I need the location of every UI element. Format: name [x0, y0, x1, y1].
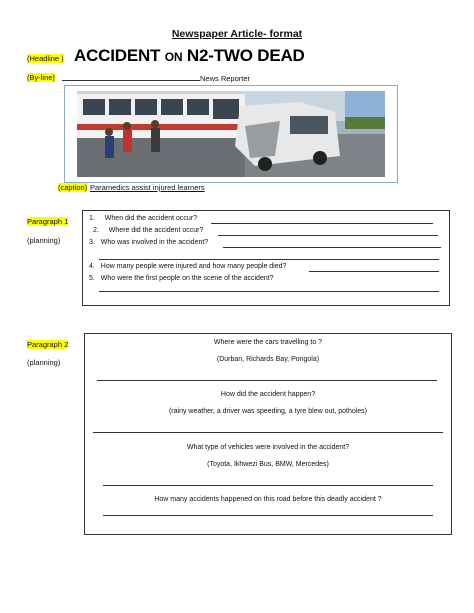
p1-question-4 [89, 263, 286, 270]
p1-answer-line-4[interactable] [309, 271, 439, 272]
paragraph1-sub: (planning) [27, 236, 61, 245]
p1-q2-num: 2. [93, 227, 99, 234]
p1-q1-num: 1. [89, 215, 95, 222]
p1-answer-line-5[interactable] [99, 291, 439, 292]
accident-photo [65, 86, 397, 182]
p1-answer-line-2[interactable] [218, 235, 438, 236]
byline-suffix: News Reporter [200, 74, 251, 83]
p1-q1-text: When did the accident occur? [104, 215, 198, 222]
headline [74, 46, 305, 66]
p1-q3-text: Who was involved in the accident? [100, 239, 209, 246]
p1-q5-num: 5. [89, 275, 95, 282]
paragraph1-tag: Paragraph 1 [27, 217, 69, 226]
p2-answer-line-2[interactable] [93, 432, 443, 433]
p2-answer-line-3[interactable] [103, 485, 433, 486]
p1-q3-num: 3. [89, 239, 95, 246]
p2-question-2: How did the accident happen? [220, 391, 316, 398]
p1-answer-line-3b[interactable] [99, 259, 439, 260]
page-title: Newspaper Article- format [171, 28, 303, 40]
caption-text: Paramedics assist injured learners [90, 183, 205, 192]
p2-hint-2: (rainy weather, a driver was speeding, a tyre blew out, potholes) [168, 408, 368, 415]
headline-part-3: N2-TWO DEAD [182, 46, 305, 65]
p2-question-4: How many accidents happened on this road before this deadly accident ? [154, 496, 382, 503]
p2-question-3: What type of vehicles were involved in the accident? [186, 444, 350, 451]
p1-question-3 [89, 239, 208, 246]
caption-tag: (caption) [58, 183, 88, 192]
p1-q4-text: How many people were injured and how many people died? [100, 263, 287, 270]
byline-blank[interactable] [62, 73, 200, 81]
p2-answer-line-4[interactable] [103, 515, 433, 516]
byline-tag: (By-line) [27, 73, 55, 82]
p1-q5-text: Who were the first people on the scene of the accident? [100, 275, 274, 282]
headline-part-1: ACCIDENT [74, 46, 165, 65]
paragraph2-box [84, 333, 452, 535]
p2-question-1: Where were the cars travelling to ? [213, 339, 323, 346]
p1-answer-line-3[interactable] [223, 247, 441, 248]
paragraph1-box [82, 210, 450, 306]
p1-q4-num: 4. [89, 263, 95, 270]
p1-question-1 [89, 215, 197, 222]
paragraph2-tag: Paragraph 2 [27, 340, 69, 349]
p2-hint-1: (Durban, Richards Bay, Pongola) [216, 356, 320, 363]
p2-hint-3: (Toyota, Ikhwezi Bus, BMW, Mercedes) [207, 461, 329, 468]
p1-question-2 [93, 227, 203, 234]
byline [62, 73, 250, 83]
p1-answer-line-1[interactable] [211, 223, 433, 224]
headline-part-2: ON [164, 50, 183, 64]
photo-frame [64, 85, 398, 183]
headline-tag: (Headline ) [27, 54, 64, 63]
p1-q2-text: Where did the accident occur? [108, 227, 204, 234]
p1-question-5 [89, 275, 274, 282]
p2-answer-line-1[interactable] [97, 380, 437, 381]
paragraph2-sub: (planning) [27, 358, 61, 367]
